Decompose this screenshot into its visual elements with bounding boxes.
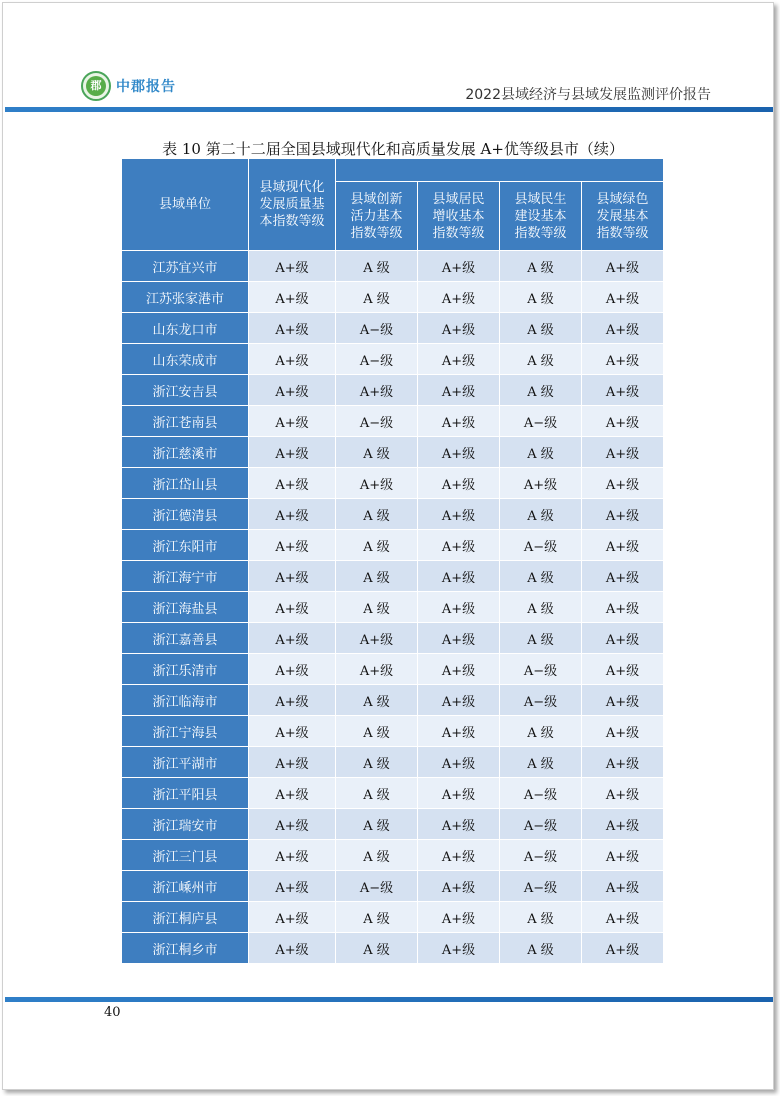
county-name-cell: 浙江平湖市 <box>122 747 249 778</box>
grade-cell-income: A+级 <box>418 406 500 437</box>
header-sub-column-label: 县域绿色发展基本指数等级 <box>596 191 649 241</box>
table-row <box>122 313 664 344</box>
grade-cell-overall: A+级 <box>249 623 336 654</box>
table-row <box>122 406 664 437</box>
county-name-cell: 浙江乐清市 <box>122 654 249 685</box>
header-sub-column <box>336 182 418 251</box>
county-name-cell: 山东荣成市 <box>122 344 249 375</box>
county-name-cell: 浙江宁海县 <box>122 716 249 747</box>
grade-cell-income: A+级 <box>418 344 500 375</box>
grade-cell-overall: A+级 <box>249 778 336 809</box>
logo-text: 中郡报告 <box>116 79 176 95</box>
grade-cell-income: A+级 <box>418 375 500 406</box>
grade-cell-livelihood: A 级 <box>500 623 582 654</box>
grade-cell-innovation: A+级 <box>336 654 418 685</box>
grade-cell-income: A+级 <box>418 902 500 933</box>
header-overall-grade <box>249 159 336 251</box>
document-page <box>2 2 774 1090</box>
table-row <box>122 499 664 530</box>
grade-cell-innovation: A−级 <box>336 344 418 375</box>
grade-cell-green: A+级 <box>582 685 664 716</box>
grade-cell-innovation: A 级 <box>336 716 418 747</box>
grade-cell-innovation: A−级 <box>336 406 418 437</box>
grade-cell-income: A+级 <box>418 778 500 809</box>
county-name-cell: 江苏宜兴市 <box>122 251 249 282</box>
table-row <box>122 623 664 654</box>
grade-cell-innovation: A 级 <box>336 251 418 282</box>
header-county-unit: 县域单位 <box>122 159 249 251</box>
grade-cell-innovation: A 级 <box>336 530 418 561</box>
grade-cell-livelihood: A 级 <box>500 592 582 623</box>
county-name-cell: 浙江慈溪市 <box>122 437 249 468</box>
grade-cell-livelihood: A 级 <box>500 561 582 592</box>
header-sub-column-label: 县域创新活力基本指数等级 <box>350 191 403 241</box>
grade-cell-innovation: A 级 <box>336 902 418 933</box>
table-row <box>122 344 664 375</box>
table-row <box>122 468 664 499</box>
logo-emblem-icon <box>81 71 111 101</box>
grade-cell-income: A+级 <box>418 840 500 871</box>
logo-emblem-char: 郡 <box>86 76 106 96</box>
table-row <box>122 809 664 840</box>
header-group-band <box>336 159 664 182</box>
grade-cell-green: A+级 <box>582 344 664 375</box>
grade-cell-innovation: A+级 <box>336 468 418 499</box>
grade-cell-overall: A+级 <box>249 251 336 282</box>
grade-cell-livelihood: A−级 <box>500 840 582 871</box>
grade-cell-income: A+级 <box>418 933 500 964</box>
grade-cell-income: A+级 <box>418 623 500 654</box>
grade-cell-innovation: A−级 <box>336 871 418 902</box>
grade-cell-livelihood: A 级 <box>500 499 582 530</box>
grade-cell-green: A+级 <box>582 902 664 933</box>
grade-table <box>122 159 664 964</box>
grade-cell-overall: A+级 <box>249 468 336 499</box>
grade-cell-income: A+级 <box>418 871 500 902</box>
grade-cell-overall: A+级 <box>249 902 336 933</box>
grade-cell-income: A+级 <box>418 530 500 561</box>
grade-cell-overall: A+级 <box>249 654 336 685</box>
table-row <box>122 437 664 468</box>
grade-cell-overall: A+级 <box>249 561 336 592</box>
grade-cell-income: A+级 <box>418 592 500 623</box>
grade-cell-livelihood: A 级 <box>500 313 582 344</box>
header-sub-column-label: 县域居民增收基本指数等级 <box>432 191 485 241</box>
table-row <box>122 871 664 902</box>
table-body <box>122 251 664 964</box>
page-number: 40 <box>104 1005 121 1020</box>
grade-cell-innovation: A 级 <box>336 685 418 716</box>
grade-cell-livelihood: A−级 <box>500 685 582 716</box>
grade-cell-green: A+级 <box>582 561 664 592</box>
grade-cell-livelihood: A−级 <box>500 530 582 561</box>
grade-cell-livelihood: A−级 <box>500 809 582 840</box>
grade-cell-income: A+级 <box>418 654 500 685</box>
grade-cell-overall: A+级 <box>249 375 336 406</box>
table-row <box>122 840 664 871</box>
grade-cell-livelihood: A−级 <box>500 778 582 809</box>
footer-rule <box>5 997 773 1002</box>
publisher-logo <box>81 71 176 101</box>
grade-cell-innovation: A 级 <box>336 840 418 871</box>
county-name-cell: 山东龙口市 <box>122 313 249 344</box>
grade-cell-income: A+级 <box>418 313 500 344</box>
county-name-cell: 浙江桐乡市 <box>122 933 249 964</box>
grade-cell-green: A+级 <box>582 406 664 437</box>
grade-cell-innovation: A 级 <box>336 282 418 313</box>
county-name-cell: 浙江嵊州市 <box>122 871 249 902</box>
table-row <box>122 933 664 964</box>
header-sub-column <box>500 182 582 251</box>
grade-cell-overall: A+级 <box>249 530 336 561</box>
grade-cell-livelihood: A 级 <box>500 933 582 964</box>
table-row <box>122 375 664 406</box>
grade-cell-overall: A+级 <box>249 313 336 344</box>
grade-cell-livelihood: A 级 <box>500 437 582 468</box>
table-row <box>122 282 664 313</box>
grade-cell-green: A+级 <box>582 654 664 685</box>
grade-cell-overall: A+级 <box>249 437 336 468</box>
grade-cell-green: A+级 <box>582 313 664 344</box>
grade-cell-livelihood: A 级 <box>500 251 582 282</box>
county-name-cell: 浙江海宁市 <box>122 561 249 592</box>
grade-cell-green: A+级 <box>582 468 664 499</box>
county-name-cell: 浙江临海市 <box>122 685 249 716</box>
grade-cell-income: A+级 <box>418 716 500 747</box>
grade-cell-green: A+级 <box>582 747 664 778</box>
grade-cell-green: A+级 <box>582 282 664 313</box>
grade-cell-overall: A+级 <box>249 840 336 871</box>
county-name-cell: 浙江海盐县 <box>122 592 249 623</box>
table-row <box>122 592 664 623</box>
grade-cell-overall: A+级 <box>249 871 336 902</box>
grade-cell-overall: A+级 <box>249 344 336 375</box>
grade-cell-livelihood: A 级 <box>500 344 582 375</box>
grade-cell-green: A+级 <box>582 499 664 530</box>
grade-cell-livelihood: A 级 <box>500 902 582 933</box>
grade-cell-innovation: A+级 <box>336 375 418 406</box>
county-name-cell: 浙江瑞安市 <box>122 809 249 840</box>
grade-cell-income: A+级 <box>418 499 500 530</box>
grade-cell-income: A+级 <box>418 561 500 592</box>
grade-cell-green: A+级 <box>582 871 664 902</box>
grade-cell-overall: A+级 <box>249 406 336 437</box>
header-rule <box>5 107 773 112</box>
grade-cell-overall: A+级 <box>249 809 336 840</box>
grade-cell-income: A+级 <box>418 468 500 499</box>
grade-cell-innovation: A 级 <box>336 437 418 468</box>
table-caption: 表 10 第二十二届全国县域现代化和高质量发展 A+优等级县市（续） <box>162 140 624 158</box>
county-name-cell: 浙江嘉善县 <box>122 623 249 654</box>
grade-cell-green: A+级 <box>582 809 664 840</box>
grade-cell-livelihood: A−级 <box>500 871 582 902</box>
header-sub-column <box>582 182 664 251</box>
grade-cell-income: A+级 <box>418 251 500 282</box>
grade-cell-green: A+级 <box>582 778 664 809</box>
county-name-cell: 浙江苍南县 <box>122 406 249 437</box>
grade-cell-green: A+级 <box>582 251 664 282</box>
grade-cell-green: A+级 <box>582 933 664 964</box>
grade-cell-green: A+级 <box>582 592 664 623</box>
grade-cell-overall: A+级 <box>249 933 336 964</box>
table-row <box>122 747 664 778</box>
table-row <box>122 778 664 809</box>
grade-cell-green: A+级 <box>582 716 664 747</box>
grade-cell-innovation: A 级 <box>336 499 418 530</box>
running-header-title: 2022县域经济与县域发展监测评价报告 <box>465 87 711 103</box>
grade-cell-green: A+级 <box>582 375 664 406</box>
county-name-cell: 浙江三门县 <box>122 840 249 871</box>
grade-cell-green: A+级 <box>582 530 664 561</box>
table-row <box>122 530 664 561</box>
header-overall-grade-label: 县域现代化发展质量基本指数等级 <box>259 180 325 229</box>
county-name-cell: 江苏张家港市 <box>122 282 249 313</box>
grade-cell-livelihood: A 级 <box>500 375 582 406</box>
grade-cell-innovation: A−级 <box>336 313 418 344</box>
grade-cell-livelihood: A−级 <box>500 654 582 685</box>
county-name-cell: 浙江安吉县 <box>122 375 249 406</box>
grade-cell-income: A+级 <box>418 437 500 468</box>
county-name-cell: 浙江平阳县 <box>122 778 249 809</box>
table-row <box>122 685 664 716</box>
grade-cell-income: A+级 <box>418 685 500 716</box>
grade-cell-innovation: A 级 <box>336 809 418 840</box>
table-row <box>122 654 664 685</box>
grade-cell-livelihood: A 级 <box>500 282 582 313</box>
grade-cell-innovation: A 级 <box>336 592 418 623</box>
county-name-cell: 浙江德清县 <box>122 499 249 530</box>
grade-cell-livelihood: A+级 <box>500 468 582 499</box>
grade-cell-income: A+级 <box>418 809 500 840</box>
table-row <box>122 561 664 592</box>
grade-cell-innovation: A+级 <box>336 623 418 654</box>
grade-cell-income: A+级 <box>418 282 500 313</box>
county-name-cell: 浙江东阳市 <box>122 530 249 561</box>
grade-cell-overall: A+级 <box>249 685 336 716</box>
grade-cell-green: A+级 <box>582 623 664 654</box>
table-row <box>122 902 664 933</box>
grade-cell-innovation: A 级 <box>336 778 418 809</box>
table-row <box>122 716 664 747</box>
grade-cell-green: A+级 <box>582 840 664 871</box>
grade-cell-innovation: A 级 <box>336 561 418 592</box>
grade-cell-livelihood: A 级 <box>500 716 582 747</box>
header-sub-column <box>418 182 500 251</box>
grade-cell-livelihood: A 级 <box>500 747 582 778</box>
grade-cell-income: A+级 <box>418 747 500 778</box>
table-row <box>122 251 664 282</box>
header-sub-column-label: 县域民生建设基本指数等级 <box>514 191 567 241</box>
county-name-cell: 浙江岱山县 <box>122 468 249 499</box>
grade-cell-green: A+级 <box>582 437 664 468</box>
grade-cell-overall: A+级 <box>249 716 336 747</box>
grade-cell-innovation: A 级 <box>336 747 418 778</box>
county-name-cell: 浙江桐庐县 <box>122 902 249 933</box>
grade-cell-overall: A+级 <box>249 282 336 313</box>
grade-cell-innovation: A 级 <box>336 933 418 964</box>
grade-cell-overall: A+级 <box>249 592 336 623</box>
grade-cell-overall: A+级 <box>249 747 336 778</box>
grade-cell-overall: A+级 <box>249 499 336 530</box>
grade-cell-livelihood: A−级 <box>500 406 582 437</box>
